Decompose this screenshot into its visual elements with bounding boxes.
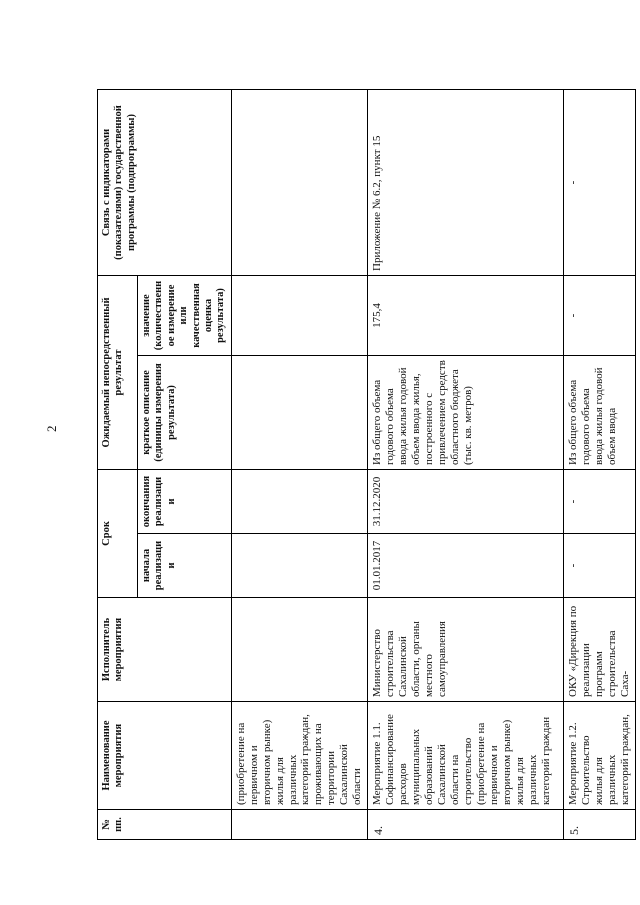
header-term-start: начала реализации xyxy=(138,534,232,598)
header-row xyxy=(98,89,138,839)
row-end xyxy=(231,469,368,533)
header-executor: Исполнитель мероприятия xyxy=(98,598,232,702)
row-link: - xyxy=(564,89,636,275)
header-result: Ожидаемый непосредственный результат xyxy=(98,275,138,469)
row-start: - xyxy=(564,534,636,598)
rotated-table-page xyxy=(97,90,632,840)
row-end: 31.12.2020 xyxy=(368,469,564,533)
row-num: 5. xyxy=(564,810,636,840)
row-end: - xyxy=(564,469,636,533)
row-executor: ОКУ «Дирекция по реализации программ строительства Саха- xyxy=(564,598,636,702)
header-num: № пп. xyxy=(98,810,232,840)
header-name: Наименование мероприятия xyxy=(98,702,232,810)
header-link: Связь с индикаторами (показателями) государственной программы (подпрограммы) xyxy=(98,89,232,275)
row-executor: Министерство строительства Сахалинской области, органы местного самоуправления xyxy=(368,598,564,702)
table-row xyxy=(564,89,636,839)
row-num: 4. xyxy=(368,810,564,840)
row-link: Приложение № 6.2, пункт 15 xyxy=(368,89,564,275)
page-number: 2 xyxy=(44,425,59,432)
row-name: (приобретение на первичном и вторичном рынке) жилья для различных категорий граждан, проживающих на территории Сахалинской области xyxy=(231,702,368,810)
row-value: 175,4 xyxy=(368,275,564,355)
header-term-end: окончания реализации xyxy=(138,469,232,533)
row-desc: Из общего объема годового объема ввода жилья годовой объем ввода жилья, построенного с привлечением средств областного бюджета (тыс. кв. метров) xyxy=(368,355,564,469)
table-row xyxy=(231,89,368,839)
row-link xyxy=(231,89,368,275)
row-start xyxy=(231,534,368,598)
table-row xyxy=(368,89,564,839)
header-result-desc: краткое описание (единицы измерения результата) xyxy=(138,355,232,469)
header-term: Срок xyxy=(98,469,138,597)
row-num xyxy=(231,810,368,840)
row-name: Мероприятие 1.1. Софинансирование расходов муниципальных образований Сахалинской области на строительство (приобретение на первичном и вторичном рынке) жилья для различных категорий граждан xyxy=(368,702,564,810)
row-value: - xyxy=(564,275,636,355)
row-desc: Из общего объема годового объема ввода жилья годовой объем ввода xyxy=(564,355,636,469)
row-start: 01.01.2017 xyxy=(368,534,564,598)
program-activities-table xyxy=(97,89,636,840)
row-value xyxy=(231,275,368,355)
row-name: Мероприятие 1.2. Строительство жилья для различных категорий граждан, xyxy=(564,702,636,810)
row-desc xyxy=(231,355,368,469)
row-executor xyxy=(231,598,368,702)
header-result-value: значение (количественное измерение или качественная оценка результата) xyxy=(138,275,232,355)
